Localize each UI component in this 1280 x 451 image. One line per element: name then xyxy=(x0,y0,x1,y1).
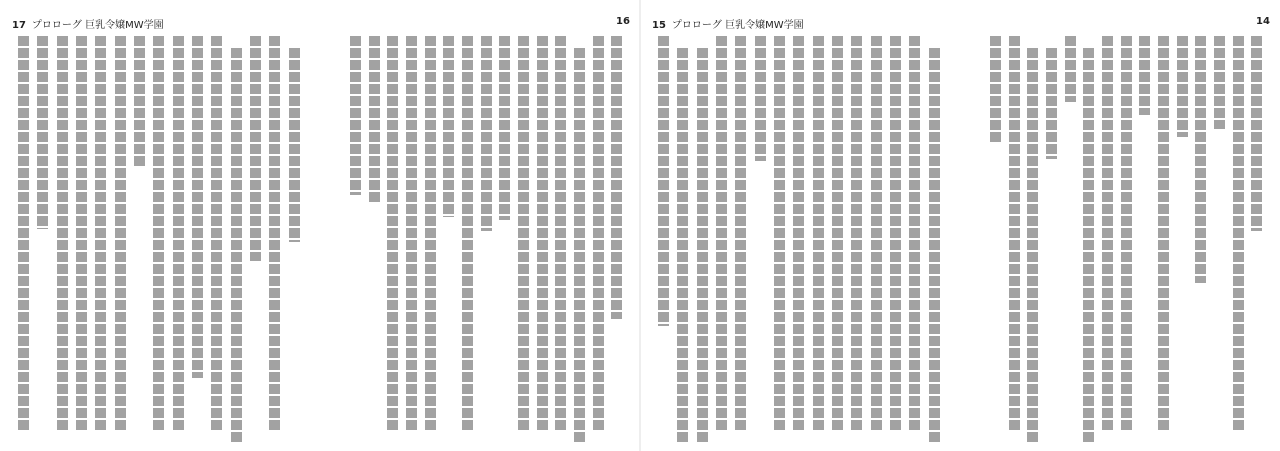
text-column xyxy=(677,48,688,443)
text-column xyxy=(1251,36,1262,231)
text-column xyxy=(1214,36,1225,129)
text-column xyxy=(716,36,727,431)
text-column xyxy=(813,36,824,431)
text-column xyxy=(350,36,361,195)
text-column xyxy=(574,48,585,443)
text-column xyxy=(134,36,145,167)
text-column xyxy=(1083,48,1094,443)
text-column xyxy=(990,36,1001,142)
text-column xyxy=(1233,36,1244,431)
page-header xyxy=(1256,16,1276,27)
page-header xyxy=(616,16,636,27)
text-column xyxy=(1158,36,1169,431)
text-column xyxy=(57,36,68,431)
page-header xyxy=(12,16,164,31)
text-column xyxy=(890,36,901,431)
text-column xyxy=(173,36,184,431)
text-column xyxy=(909,36,920,431)
text-column xyxy=(537,36,548,431)
text-column xyxy=(658,36,669,326)
text-column xyxy=(929,48,940,443)
body-text-columns xyxy=(658,36,948,431)
text-column xyxy=(369,36,380,202)
text-column xyxy=(443,36,454,217)
text-column xyxy=(211,36,222,431)
page-number: 17 xyxy=(12,20,26,31)
text-column xyxy=(231,48,242,443)
text-column xyxy=(425,36,436,431)
text-column xyxy=(774,36,785,431)
text-column xyxy=(1121,36,1132,431)
body-text-columns xyxy=(18,36,308,431)
page-number: 14 xyxy=(1256,16,1270,27)
text-column xyxy=(1046,48,1057,159)
text-column xyxy=(37,36,48,229)
page-16 xyxy=(320,0,640,451)
text-column xyxy=(250,36,261,261)
text-column xyxy=(289,48,300,242)
text-column xyxy=(1195,36,1206,283)
text-column xyxy=(1009,36,1020,431)
page-14 xyxy=(960,0,1280,451)
running-head: プロローグ 巨乳令嬢MW学園 xyxy=(671,20,804,31)
text-column xyxy=(76,36,87,431)
text-column xyxy=(1177,36,1188,137)
text-column xyxy=(481,36,492,231)
text-column xyxy=(871,36,882,431)
text-column xyxy=(153,36,164,431)
text-column xyxy=(406,36,417,431)
text-column xyxy=(18,36,29,431)
text-column xyxy=(1065,36,1076,102)
page-number: 16 xyxy=(616,16,630,27)
text-column xyxy=(95,36,106,431)
text-column xyxy=(269,36,280,431)
running-head: プロローグ 巨乳令嬢MW学園 xyxy=(31,20,164,31)
page-15 xyxy=(640,0,960,451)
text-column xyxy=(192,36,203,378)
text-column xyxy=(555,36,566,431)
text-column xyxy=(462,36,473,431)
text-column xyxy=(1139,36,1150,115)
text-column xyxy=(1102,36,1113,431)
text-column xyxy=(115,36,126,431)
body-text-columns xyxy=(350,36,630,431)
text-column xyxy=(793,36,804,431)
page-17 xyxy=(0,0,320,451)
text-column xyxy=(1027,48,1038,443)
body-text-columns xyxy=(990,36,1270,431)
text-column xyxy=(697,48,708,443)
page-header xyxy=(652,16,804,31)
text-column xyxy=(518,36,529,431)
text-column xyxy=(755,36,766,161)
text-column xyxy=(735,36,746,431)
text-column xyxy=(832,36,843,431)
page-number: 15 xyxy=(652,20,666,31)
text-column xyxy=(611,36,622,319)
text-column xyxy=(851,36,862,431)
text-column xyxy=(593,36,604,431)
text-column xyxy=(387,36,398,431)
text-column xyxy=(499,36,510,220)
